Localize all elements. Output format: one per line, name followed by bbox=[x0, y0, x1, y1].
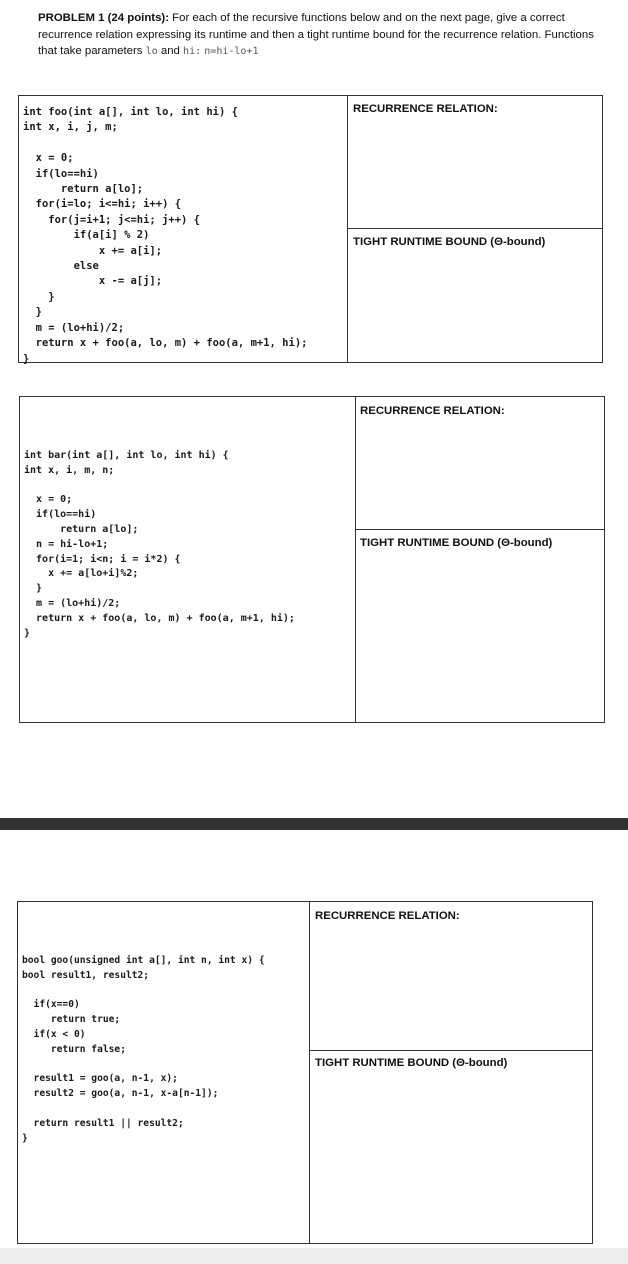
code-line: int foo(int a[], int lo, int hi) { bbox=[23, 106, 238, 118]
column-divider bbox=[309, 902, 310, 1243]
code-line: x += a[lo+i]%2; bbox=[24, 568, 139, 580]
tight-runtime-bound-label: TIGHT RUNTIME BOUND (Θ-bound) bbox=[315, 1057, 508, 1069]
row-divider bbox=[309, 1050, 592, 1051]
code-line: if(lo==hi) bbox=[24, 509, 97, 521]
row-divider bbox=[355, 529, 604, 530]
column-divider bbox=[347, 96, 348, 362]
code-line: return false; bbox=[22, 1043, 126, 1055]
code-line bbox=[22, 1102, 265, 1117]
code-line: } bbox=[22, 1132, 28, 1144]
code-line: result2 = goo(a, n-1, x-a[n-1]); bbox=[22, 1088, 219, 1100]
code-line: n = hi-lo+1; bbox=[24, 538, 109, 550]
and-word: and bbox=[160, 45, 180, 57]
code-line bbox=[23, 136, 307, 151]
code-line: if(a[i] % 2) bbox=[23, 229, 150, 242]
code-line: bool result1, result2; bbox=[22, 969, 150, 981]
code-line: return x + foo(a, lo, m) + foo(a, m+1, hi); bbox=[23, 337, 308, 350]
code-line: x = 0; bbox=[24, 494, 73, 506]
column-divider bbox=[355, 397, 356, 722]
recurrence-relation-label: RECURRENCE RELATION: bbox=[360, 405, 505, 417]
code-line: for(i=1; i<n; i = i*2) { bbox=[24, 553, 181, 565]
code-line: int x, i, j, m; bbox=[23, 121, 118, 134]
code-line: for(j=i+1; j<=hi; j++) { bbox=[23, 213, 201, 226]
code-line: if(x==0) bbox=[22, 999, 80, 1011]
code-line bbox=[24, 479, 295, 494]
code-line: x = 0; bbox=[23, 152, 74, 165]
code-line: if(lo==hi) bbox=[23, 167, 99, 180]
code-line: x -= a[j]; bbox=[23, 275, 163, 288]
code-line: bool goo(unsigned int a[], int n, int x) { bbox=[22, 955, 265, 966]
code-bar bbox=[24, 449, 295, 641]
problem-title: PROBLEM 1 (24 points): bbox=[38, 12, 169, 24]
n-formula: n=hi-lo+1 bbox=[204, 46, 259, 57]
problem-box-goo bbox=[17, 901, 593, 1244]
code-line: m = (lo+hi)/2; bbox=[23, 321, 125, 334]
param-lo: lo bbox=[145, 46, 158, 57]
code-line bbox=[22, 984, 265, 999]
page-bottom-edge bbox=[0, 1248, 628, 1264]
code-line: int x, i, m, n; bbox=[24, 464, 115, 476]
code-line: } bbox=[23, 352, 30, 365]
code-line: m = (lo+hi)/2; bbox=[24, 597, 121, 609]
tight-runtime-bound-label: TIGHT RUNTIME BOUND (Θ-bound) bbox=[360, 537, 553, 549]
problem-box-foo bbox=[18, 95, 603, 363]
code-goo bbox=[22, 954, 265, 1146]
recurrence-relation-label: RECURRENCE RELATION: bbox=[315, 910, 460, 922]
code-line: int bar(int a[], int lo, int hi) { bbox=[24, 450, 229, 461]
code-line bbox=[22, 1058, 265, 1073]
problem-instructions: For each of the recursive functions below and on the next page, give a correct recurrence relation expressing its runtime and then a tight runtime bound for the recurrence relation. Functions that take parameters bbox=[38, 12, 594, 57]
code-line: else bbox=[23, 260, 99, 273]
problem-box-bar bbox=[19, 396, 605, 723]
code-line: return a[lo]; bbox=[24, 523, 139, 535]
recurrence-relation-label: RECURRENCE RELATION: bbox=[353, 103, 498, 115]
code-foo bbox=[23, 105, 307, 367]
problem-header bbox=[38, 10, 598, 61]
code-line: } bbox=[24, 583, 43, 595]
code-line: x += a[i]; bbox=[23, 244, 163, 257]
code-line: return result1 || result2; bbox=[22, 1117, 184, 1129]
row-divider bbox=[347, 228, 602, 229]
code-line: for(i=lo; i<=hi; i++) { bbox=[23, 198, 182, 211]
code-line: } bbox=[23, 306, 42, 319]
page-separator bbox=[0, 818, 628, 830]
code-line: return x + foo(a, lo, m) + foo(a, m+1, hi); bbox=[24, 612, 295, 624]
code-line: return true; bbox=[22, 1014, 121, 1026]
code-line: return a[lo]; bbox=[23, 183, 144, 196]
code-line: result1 = goo(a, n-1, x); bbox=[22, 1073, 178, 1085]
param-hi: hi: bbox=[183, 46, 202, 57]
code-line: if(x < 0) bbox=[22, 1028, 86, 1040]
tight-runtime-bound-label: TIGHT RUNTIME BOUND (Θ-bound) bbox=[353, 236, 546, 248]
code-line: } bbox=[23, 290, 55, 303]
code-line: } bbox=[24, 627, 31, 639]
